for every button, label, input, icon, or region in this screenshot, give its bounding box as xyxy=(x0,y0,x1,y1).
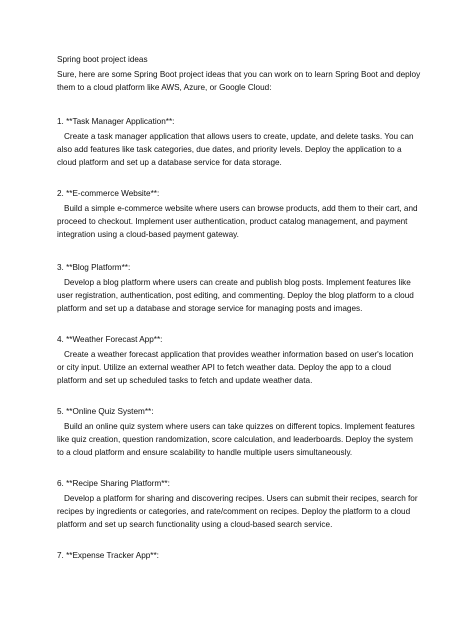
body-line: proceed to checkout. Implement user authentication, product catalog management, and payment xyxy=(57,216,408,226)
body-line: Develop a blog platform where users can create and publish blog posts. Implement features like xyxy=(64,278,411,287)
section-body-ecommerce xyxy=(57,203,429,241)
section-body-quiz xyxy=(57,421,429,459)
body-line: cloud platform and set up a database service for data storage. xyxy=(57,157,282,167)
section-heading-blog: 3. **Blog Platform**: xyxy=(57,263,131,272)
section-heading-expense: 7. **Expense Tracker App**: xyxy=(57,551,159,560)
section-heading-quiz: 5. **Online Quiz System**: xyxy=(57,407,154,416)
section-heading-ecommerce: 2. **E-commerce Website**: xyxy=(57,189,160,198)
body-line: or city input. Utilize an external weather API to fetch weather data. Deploy the app to a cloud xyxy=(57,362,392,372)
body-line: like quiz creation, question randomization, score calculation, and leaderboards. Deploy the system xyxy=(57,434,413,444)
body-line: Build an online quiz system where users can take quizzes on different topics. Implement features xyxy=(64,422,415,431)
section-body-weather xyxy=(57,349,429,387)
section-heading-recipe: 6. **Recipe Sharing Platform**: xyxy=(57,479,170,488)
intro-line: Sure, here are some Spring Boot project ideas that you can work on to learn Spring Boot and deploy xyxy=(57,70,421,79)
body-line: Create a task manager application that allows users to create, update, and delete tasks. You can xyxy=(64,132,414,141)
body-line: platform and set up search functionality using a cloud-based search service. xyxy=(57,519,333,529)
section-body-recipe xyxy=(57,493,429,531)
body-line: recipes by ingredients or categories, and rate/comment on recipes. Deploy the platform to a cloud xyxy=(57,506,411,516)
body-line: also add features like task categories, due dates, and priority levels. Deploy the application to a xyxy=(57,144,402,154)
body-line: to a cloud platform and ensure scalability to handle multiple users simultaneously. xyxy=(57,447,353,457)
body-line: platform and set up a database and storage service for managing posts and images. xyxy=(57,303,363,313)
section-heading-weather: 4. **Weather Forecast App**: xyxy=(57,335,163,344)
body-line: Create a weather forecast application that provides weather information based on user's location xyxy=(64,350,414,359)
body-line: Develop a platform for sharing and discovering recipes. Users can submit their recipes, search for xyxy=(64,494,418,503)
intro-line: them to a cloud platform like AWS, Azure, or Google Cloud: xyxy=(57,82,272,92)
section-heading-task-manager: 1. **Task Manager Application**: xyxy=(57,117,175,126)
body-line: user registration, authentication, post editing, and commenting. Deploy the blog platform to a cloud xyxy=(57,290,414,300)
section-body-task-manager xyxy=(57,131,429,169)
section-body-blog xyxy=(57,277,429,315)
body-line: platform and set up scheduled tasks to fetch and update weather data. xyxy=(57,375,313,385)
body-line: integration using a cloud-based payment gateway. xyxy=(57,229,239,239)
body-line: Build a simple e-commerce website where users can browse products, add them to their cart, and xyxy=(64,204,418,213)
document-title: Spring boot project ideas xyxy=(57,55,148,64)
intro-paragraph xyxy=(57,69,429,95)
